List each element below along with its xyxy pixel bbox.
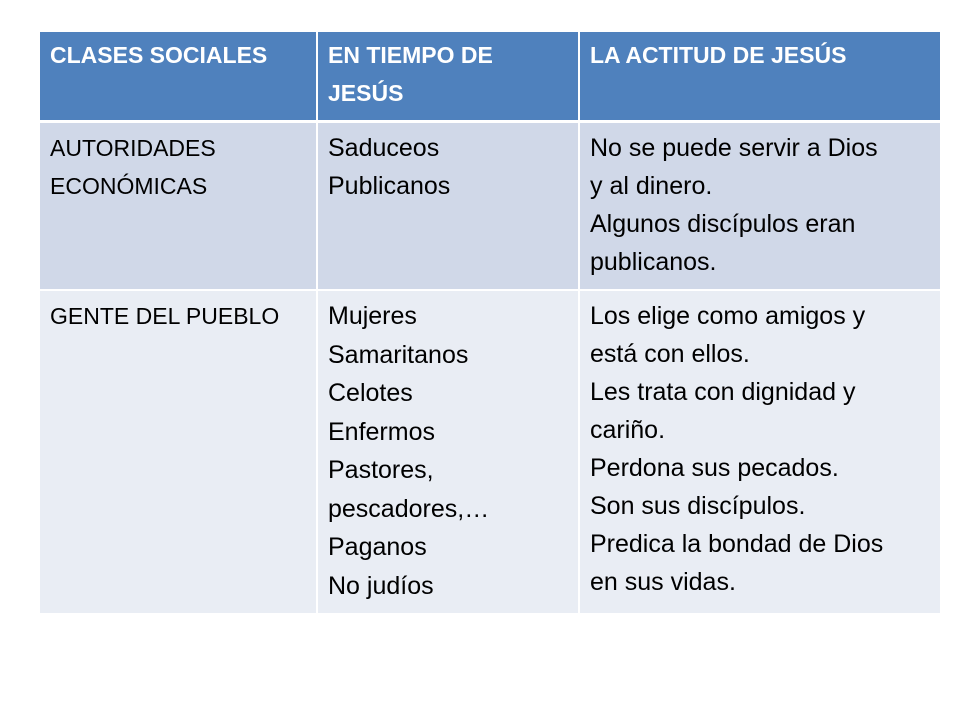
cell-line: Enfermos	[328, 417, 435, 446]
table-row	[40, 122, 940, 291]
cell-line: AUTORIDADES	[50, 135, 216, 161]
cell-line: Publicanos	[328, 172, 451, 200]
cell-line: Saduceos	[328, 134, 440, 162]
cell-line: Algunos discípulos eran	[590, 210, 856, 238]
cell-line: No se puede servir a Dios	[590, 134, 878, 162]
cell-line: No judíos	[328, 571, 434, 600]
table-header-row	[40, 32, 940, 122]
cell-line: Celotes	[328, 379, 413, 407]
cell-clase	[40, 290, 317, 613]
header-clases-sociales	[40, 32, 317, 122]
cell-line: Son sus discípulos.	[590, 492, 806, 520]
cell-line: publicanos.	[590, 248, 717, 276]
table-row	[40, 290, 940, 613]
cell-clase	[40, 122, 317, 291]
cell-tiempo	[317, 290, 579, 613]
cell-line: y al dinero.	[590, 172, 713, 200]
header-label: EN TIEMPO DE JESÚS	[328, 42, 493, 106]
cell-actitud	[579, 290, 940, 613]
cell-line: está con ellos.	[590, 340, 750, 368]
cell-line: Los elige como amigos y	[590, 302, 866, 330]
cell-line: en sus vidas.	[590, 568, 736, 596]
cell-line: Predica la bondad de Dios	[590, 530, 884, 558]
cell-line: Les trata con dignidad y	[590, 378, 856, 406]
cell-actitud	[579, 122, 940, 291]
cell-line: pescadores,…	[328, 494, 490, 523]
cell-line: Samaritanos	[328, 340, 469, 369]
cell-line: Paganos	[328, 533, 427, 561]
header-label: LA ACTITUD DE JESÚS	[590, 42, 847, 68]
cell-line: cariño.	[590, 416, 666, 444]
cell-line: GENTE DEL PUEBLO	[50, 303, 280, 329]
cell-line: ECONÓMICAS	[50, 173, 208, 199]
cell-line: Mujeres	[328, 302, 417, 330]
social-classes-table	[40, 32, 940, 613]
header-en-tiempo-de-jesus	[317, 32, 579, 122]
cell-line: Perdona sus pecados.	[590, 454, 839, 482]
header-label: CLASES SOCIALES	[50, 42, 268, 68]
cell-line: Pastores,	[328, 456, 434, 484]
cell-tiempo	[317, 122, 579, 291]
header-actitud-de-jesus	[579, 32, 940, 122]
